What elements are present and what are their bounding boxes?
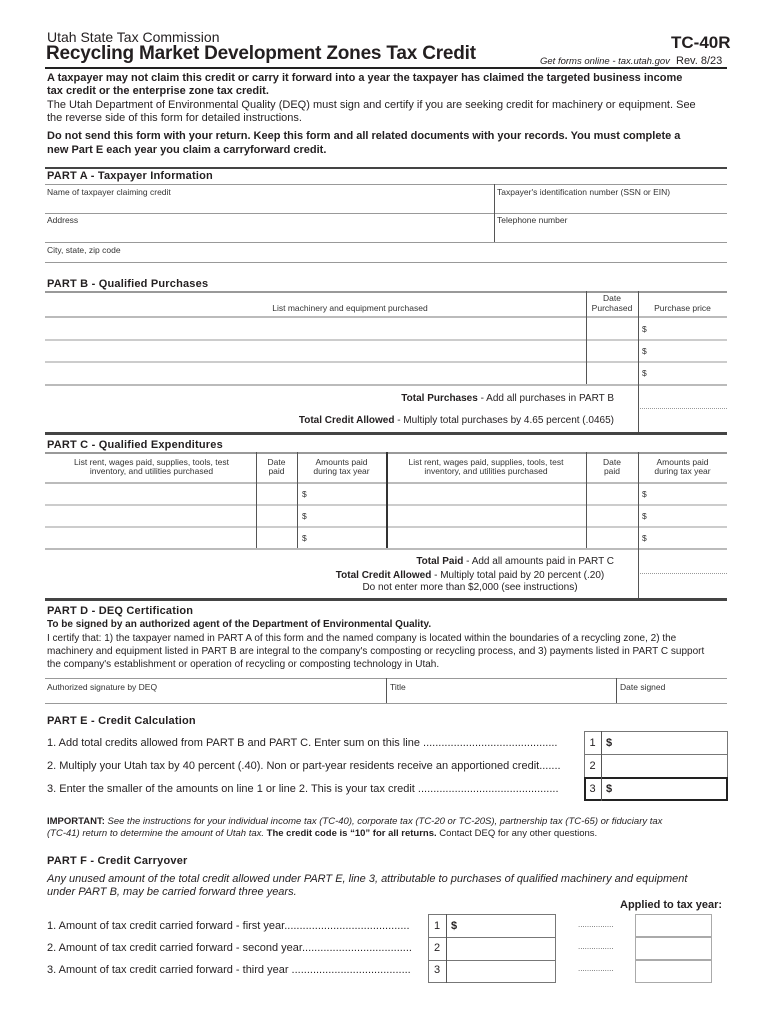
dollar-sign: $ (642, 533, 647, 543)
leader-dots: ................ (578, 920, 614, 929)
deq-instruction: To be signed by an authorized agent of the Department of Environmental Quality. (47, 619, 432, 630)
col-amounts-paid: Amounts paid during tax year (313, 457, 370, 476)
deq-signature-field[interactable]: Authorized signature by DEQ (47, 682, 158, 692)
telephone-field[interactable]: Telephone number (497, 215, 568, 225)
part-e-title: PART E - Credit Calculation (47, 715, 196, 727)
intro-deq: The Utah Department of Environmental Quality (DEQ) must sign and certify if you are seeking credit for machinery or equipment. See the reverse side of this form for detailed instructions. (47, 99, 696, 124)
total-purchases-label: Total Purchases - Add all purchases in PART B (401, 393, 614, 404)
col-date-purchased: Date Purchased (591, 293, 633, 313)
important-note: IMPORTANT: See the instructions for your individual income tax (TC-40), corporate tax (TC-20 or TC-20S), partnership tax (TC-65) or fiduciary tax (TC-41) return to determine the amount of Utah tax. The credit code is “10” for all returns. Contact DEQ for any other questions. (47, 816, 663, 839)
deq-title-field[interactable]: Title (390, 682, 406, 692)
dollar-sign: $ (642, 489, 647, 499)
part-e-line-2-input[interactable] (606, 760, 724, 774)
revision: Rev. 8/23 (676, 55, 723, 67)
dollar-sign: $ (302, 533, 307, 543)
form-title: Recycling Market Development Zones Tax Credit (46, 43, 476, 64)
col-date-paid: Date paid (267, 457, 286, 476)
dollar-sign: $ (642, 511, 647, 521)
tax-year-2-input[interactable] (635, 937, 712, 960)
part-f-line-2: 2. Amount of tax credit carried forward - second year.................................... (47, 942, 412, 954)
taxpayer-name-field[interactable]: Name of taxpayer claiming credit (47, 187, 171, 197)
forms-online-link[interactable]: Get forms online - tax.utah.gov (540, 56, 670, 67)
col-date-paid: Date paid (603, 457, 621, 476)
leader-dots: ................ (578, 964, 614, 973)
carryover-3-input[interactable] (451, 964, 551, 978)
total-paid-label: Total Paid - Add all amounts paid in PART C (416, 556, 614, 567)
part-a-title: PART A - Taxpayer Information (47, 170, 213, 182)
intro-warning: A taxpayer may not claim this credit or carry it forward into a year the taxpayer has claimed the targeted business income tax credit or the enterprise zone tax credit. (47, 72, 683, 97)
part-b-title: PART B - Qualified Purchases (47, 278, 209, 290)
line-number: 2 (433, 942, 441, 954)
dollar-sign: $ (302, 489, 307, 499)
address-field[interactable]: Address (47, 215, 79, 225)
col-list-machinery: List machinery and equipment purchased (272, 303, 428, 313)
part-f-line-1: 1. Amount of tax credit carried forward - first year......................................... (47, 920, 410, 932)
dollar-sign: $ (642, 324, 647, 334)
leader-dots: ................ (578, 942, 614, 951)
applied-to-tax-year-label: Applied to tax year: (620, 899, 723, 911)
intro-records: Do not send this form with your return. Keep this form and all related documents with your records. You must complete a new Part E each year you claim a carryforward credit. (47, 130, 681, 156)
total-credit-b-label: Total Credit Allowed - Multiply total purchases by 4.65 percent (.0465) (298, 415, 614, 426)
dollar-sign: $ (642, 346, 647, 356)
deq-certification-text: I certify that: 1) the taxpayer named in PART A of this form and the named company is located within the boundaries of a recycling zone, 2) the machinery and equipment listed in PART B are integral to the company's composting or recycling process, and 3) payments listed in PART C support the company's establishment or operation of recycling or composting technology in Utah. (47, 633, 705, 670)
line-number: 1 (433, 920, 441, 932)
part-c-title: PART C - Qualified Expenditures (47, 439, 223, 451)
col-list-expenditures: List rent, wages paid, supplies, tools, test inventory, and utilities purchased (408, 457, 564, 476)
deq-date-field[interactable]: Date signed (620, 682, 666, 692)
line-number: 2 (589, 760, 596, 772)
part-e-line-1-input[interactable]: $ (606, 737, 613, 749)
part-e-line-3: 3. Enter the smaller of the amounts on line 1 or line 2. This is your tax credit .............................................. (47, 783, 559, 795)
part-f-title: PART F - Credit Carryover (47, 855, 188, 867)
total-credit-c-label: Total Credit Allowed - Multiply total paid by 20 percent (.20) Do not enter more than $2,000 (see instructions) (335, 570, 605, 593)
part-e-line-2: 2. Multiply your Utah tax by 40 percent (.40). Non or part-year residents receive an apportioned credit....... (47, 760, 561, 772)
dollar-sign: $ (302, 511, 307, 521)
carryover-1-input[interactable]: $ (451, 920, 458, 932)
taxpayer-id-field[interactable]: Taxpayer's identification number (SSN or EIN) (497, 187, 671, 197)
line-number: 3 (589, 783, 596, 795)
city-state-zip-field[interactable]: City, state, zip code (47, 245, 121, 255)
part-e-line-3-input[interactable]: $ (606, 783, 613, 795)
line-number: 1 (589, 737, 596, 749)
tax-year-3-input[interactable] (635, 960, 712, 983)
form-number: TC-40R (671, 33, 731, 52)
line-number: 3 (433, 964, 441, 976)
part-e-line-1: 1. Add total credits allowed from PART B and PART C. Enter sum on this line ............................................ (47, 737, 558, 749)
carryover-note: Any unused amount of the total credit allowed under PART E, line 3, attributable to purchases of qualified machinery and equipment under PART B, may be carried forward three years. (47, 873, 688, 898)
agency-name: Utah State Tax Commission (47, 29, 220, 45)
col-amounts-paid: Amounts paid during tax year (654, 457, 711, 476)
tax-year-1-input[interactable] (635, 914, 712, 937)
carryover-2-input[interactable] (451, 942, 551, 956)
part-d-title: PART D - DEQ Certification (47, 605, 194, 617)
col-list-expenditures: List rent, wages paid, supplies, tools, test inventory, and utilities purchased (74, 457, 229, 476)
col-purchase-price: Purchase price (654, 303, 711, 313)
dollar-sign: $ (642, 368, 647, 378)
part-f-line-3: 3. Amount of tax credit carried forward - third year ....................................... (47, 964, 411, 976)
header-rule (45, 67, 727, 69)
